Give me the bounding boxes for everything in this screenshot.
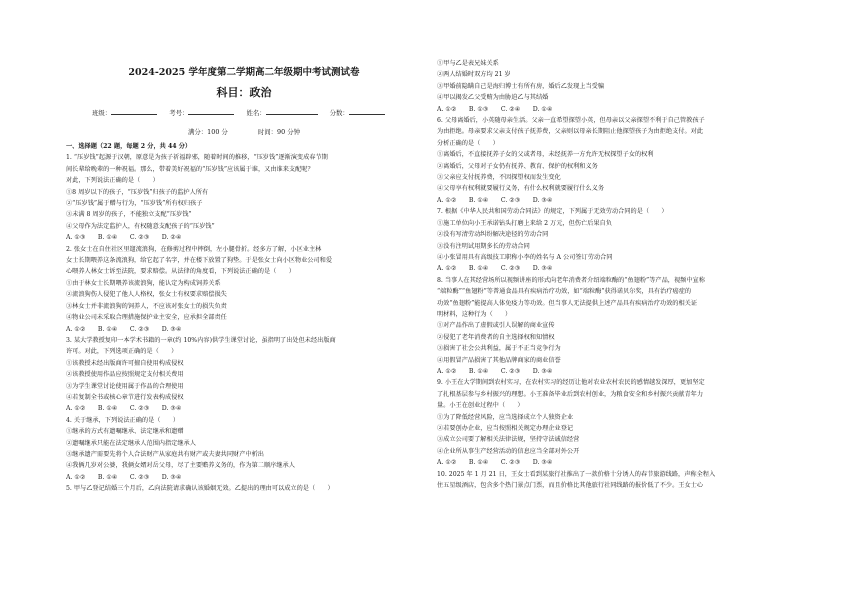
text-line: A. ①② B. ①④ C. ②③ D. ③④ — [437, 367, 553, 375]
class-blank — [111, 108, 157, 115]
text-line: ④企业所从事生产经营活动的信息应当全部对外公开 — [437, 447, 580, 455]
exam-no-label: 考号： — [169, 109, 189, 117]
text-line: 明材料，这种行为（ ） — [437, 310, 512, 318]
text-line: ①8 周岁以下的孩子，“压岁钱”归孩子的监护人所有 — [66, 188, 209, 196]
right-question-lines — [437, 58, 803, 491]
text-line: 功效“鱼翅粉”能提高人体免疫力等功效。但当事人无法提供上述产品具有疾病治疗功效的相关证 — [437, 299, 698, 307]
text-line: 2. 张女士在自住社区里遛流浪狗，在修剪过程中摔倒，左小腿骨折。经多方了解，小区业主林 — [66, 245, 322, 253]
section-title: 一、选择题（22 题，每题 2 分，共 44 分） — [66, 143, 192, 150]
text-line: 心喂养人林女士诉至法院，要求赔偿。从法律的角度看，下列说法正确的是（ ） — [66, 268, 295, 276]
text-line: ③成立公司要了解相关法律法规，坚持守法诚信经营 — [437, 436, 580, 444]
exam-title: 2024-2025 学年度第二学期高二年级期中考试测试卷 — [128, 67, 360, 78]
left-column — [66, 141, 422, 495]
text-line: ①离婚后，不直接抚养子女的父或者母，未经抚养一方允许无权探望子女的权利 — [437, 151, 654, 159]
text-line: ④物业公司未采取合理措施保护业主安全，应承担全部责任 — [66, 314, 227, 322]
text-line: ①由于林女士长期喂养该流浪狗，能认定为构成饲养关系 — [66, 279, 221, 287]
text-line: ④若复制全书或核心章节进行发表构成侵权 — [66, 393, 184, 401]
text-line: ②该教授使用作品应按照规定支付相关费用 — [66, 371, 184, 379]
text-line: ②流浪狗伤人侵犯了他人人格权，张女士有权要求赔偿损失 — [66, 291, 227, 299]
text-line: ①对产品作出了虚假或引人误解的商业宣传 — [437, 322, 555, 330]
text-line: ②没有写清劳动纠纷解决途径的劳动合同 — [437, 231, 549, 239]
text-line: 了扎根基层参与乡村振兴的理想。小王准备毕业后到农村创业，为粮食安全和乡村振兴贡献青年力 — [437, 390, 704, 398]
text-line: ①甲与乙是表兄妹关系 — [437, 60, 499, 67]
text-line: ④小张冒用具有高级技工职称小李的姓名与 A 公司签订劳动合同 — [437, 253, 613, 261]
text-line: 7. 根据《中华人民共和国劳动合同法》的规定，下列属于无效劳动合同的是（ ） — [437, 208, 668, 216]
text-line: A. ①② B. ①④ C. ②③ D. ③④ — [66, 405, 182, 413]
text-line: ②遗嘱继承只能在法定继承人范围内指定继承人 — [66, 439, 196, 447]
text-line: ③甲婚前隐瞒自己是海归博士有所有房，婚后乙发现上当受骗 — [437, 82, 605, 90]
text-line: ②两人结婚时双方均 21 岁 — [437, 71, 511, 79]
right-column — [437, 58, 803, 491]
text-line: ④用假冒产品损害了其他品牌商家的商业信誉 — [437, 356, 561, 364]
text-line: ①该教授未经出版商许可擅自使用构成侵权 — [66, 359, 184, 367]
full-score: 满分：100 分 — [188, 128, 228, 136]
text-line: 许可。对此，下列选项正确的是（ ） — [66, 348, 178, 356]
text-line: A. ①② B. ①④ C. ②③ D. ③④ — [437, 265, 553, 273]
text-line: ③林女士并非流浪狗的饲养人，不应该对张女士的损失负责 — [66, 302, 227, 310]
text-line: 为由拒绝。母亲要求父亲支付孩子抚养费，父亲则以母亲长期阻止他探望孩子为由拒绝支付。对此 — [437, 128, 704, 136]
text-line: 间长辈给晚辈的一种祝福。那么，带着美好祝福的“压岁钱”应该属于谁，又由谁来支配呢？ — [66, 165, 314, 173]
exam-time: 时间：90 分钟 — [257, 128, 300, 136]
text-line: ④甲以揭发乙父受贿为由胁迫乙与其结婚 — [437, 94, 549, 102]
text-line: A. ①② B. ①④ C. ②③ D. ③④ — [66, 473, 182, 481]
text-line: 对此，下列说法正确的是（ ） — [66, 177, 159, 185]
text-line: A. ①③ B. ①④ C. ②③ D. ②④ — [66, 234, 182, 242]
text-line: ④我俩几岁对公婆，我俩女婿对岳父母，尽了主要赡养义务的，作为第二顺序继承人 — [66, 462, 295, 470]
text-line: 9. 小王在大学期间到农村实习，在农村实习的经历让他对农业农村农民的感情越发深厚，更加坚定 — [437, 379, 705, 387]
text-line: ④父母作为法定监护人，有权随意支配孩子的“压岁钱” — [66, 222, 215, 230]
text-line: ①为了降低经营风险，应当选择成立个人独资企业 — [437, 413, 574, 421]
exam-no-blank — [188, 108, 234, 115]
text-line: ③继承遗产需要先将个人合法财产从家庭共有财产或夫妻共同财产中析出 — [66, 450, 264, 458]
text-line: 1. “压岁钱”起源于汉朝，原意是为孩子祈福辟邪，随着时间的推移，“压岁钱”逐渐演变成春节期 — [66, 154, 328, 162]
name-label: 姓名： — [246, 109, 266, 117]
text-line: ③父亲应支付抚养费，不因探望权而发生变化 — [437, 174, 561, 182]
student-info-fields — [92, 108, 395, 117]
text-line: 8. 当事人在其经营场所以视频讲座的形式向老年消费者介绍端粒酶的“鱼翅粉”等产品，视频中宣称 — [437, 276, 705, 284]
text-line: 3. 某大学教授复印一本学术书籍的一章(约 10%内容)供学生课堂讨论，虽指明了出处但未经出版商 — [66, 336, 336, 344]
text-line: 4. 关于继承，下列说法正确的是（ ） — [66, 416, 180, 424]
text-line: 住五星级酒店，包含多个热门景点门票，而且价格比其他旅行社同线路的报价低了不少。王女士心 — [437, 482, 704, 490]
score-blank — [349, 108, 385, 115]
text-line: A. ①② B. ①④ C. ②③ D. ③④ — [437, 196, 553, 204]
text-line: ①施工单位向小王承诺钻头打磨上来给 2 万元，但伤亡后果自负 — [437, 219, 612, 227]
text-line: ②“压岁钱”属于赠与行为，“压岁钱”所有权归孩子 — [66, 200, 203, 208]
text-line: ①继承的方式有遗嘱继承、法定继承和遗赠 — [66, 428, 184, 436]
text-line: A. ①② B. ①③ C. ②④ D. ①④ — [437, 105, 553, 113]
text-line: ③没有注明试用期多长的劳动合同 — [437, 242, 530, 250]
text-line: ③损害了社会公共利益，属于不正当竞争行为 — [437, 345, 561, 353]
name-blank — [266, 108, 318, 115]
text-line: 10. 2025 年 1 月 21 日，王女士看到某旅行社推出了一款价格十分诱人的春节旅游线路，声称全程入 — [437, 470, 716, 478]
text-line: 量。小王在创业过程中（ ） — [437, 402, 524, 410]
exam-meta — [66, 127, 422, 136]
text-line: A. ①② B. ①④ C. ②③ D. ③④ — [66, 325, 182, 333]
left-question-lines — [66, 152, 422, 494]
text-line: ③为学生课堂讨论使用属于作品的合理使用 — [66, 382, 184, 390]
text-line: 5. 甲与乙登记结婚三个月后，乙向法院请求确认该婚姻无效。乙提出的理由可以成立的是（ ） — [66, 485, 334, 493]
text-line: ②若要创办企业，应当按照相关规定办理企业登记 — [437, 425, 574, 432]
text-line: 分析正确的是（ ） — [437, 139, 499, 147]
text-line: ②离婚后，父母对子女仍有抚养、教育、保护的权利和义务 — [437, 162, 598, 170]
text-line: 女士长期喂养这条流浪狗，给它起了名字，并在楼下放置了狗垫。于是张女士向小区物业公司和爱 — [66, 257, 333, 265]
text-line: “端粒酶”“鱼翅粉”等普通食品具有疾病治疗功效，如“端粒酶”获得诺贝尔奖，具有治疗癌症的 — [437, 288, 692, 296]
text-line: ④父母享有权利就要履行义务，有什么权利就要履行什么义务 — [437, 185, 605, 193]
text-line: ②侵犯了老年消费者的自主选择权和知情权 — [437, 333, 555, 341]
exam-subject: 科目：政治 — [216, 86, 272, 99]
text-line: 6. 父母离婚后，小英随母亲生活。父亲一直希望探望小英，但母亲以父亲探望不利于自己管教孩子 — [437, 117, 705, 125]
text-line: A. ①② B. ①④ C. ②③ D. ③④ — [437, 459, 553, 467]
score-label: 分数： — [329, 109, 349, 117]
text-line: ③未满 8 周岁的孩子，不能独立支配“压岁钱” — [66, 211, 192, 219]
class-label: 班级： — [92, 109, 112, 117]
